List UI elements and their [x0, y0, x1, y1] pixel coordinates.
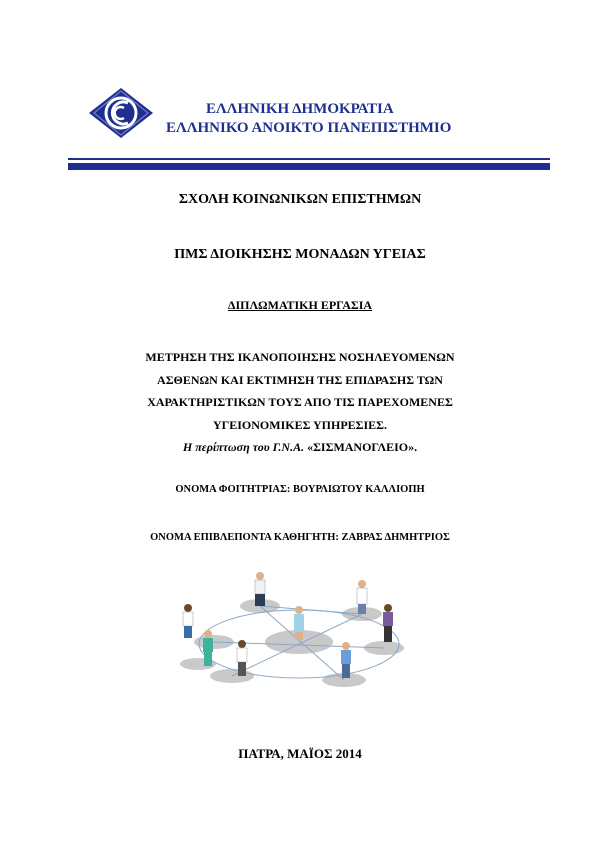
supervisor-name: ΟΝΟΜΑ ΕΠΙΒΛΕΠΟΝΤΑ ΚΑΘΗΓΗΤΗ: ΖΑΒΡΑΣ ΔΗΜΗΤΡΙΟΣ: [150, 532, 450, 543]
student-name: ΟΝΟΜΑ ΦΟΙΤΗΤΡΙΑΣ: ΒΟΥΡΛΙΩΤΟΥ ΚΑΛΛΙΟΠΗ: [175, 484, 425, 495]
header-university: ΕΛΛΗΝΙΚΟ ΑΝΟΙΚΤΟ ΠΑΝΕΠΙΣΤΗΜΙΟ: [166, 120, 452, 136]
header-divider-thick: [68, 163, 550, 170]
case-prefix: Η περίπτωση του Γ.Ν.Α.: [182, 440, 308, 454]
university-seal-icon: [88, 87, 154, 139]
title-line: ΑΣΘΕΝΩΝ ΚΑΙ ΕΚΤΙΜΗΣΗ ΤΗΣ ΕΠΙΔΡΑΣΗΣ ΤΩΝ: [157, 372, 443, 387]
title-line: ΜΕΤΡΗΣΗ ΤΗΣ ΙΚΑΝΟΠΟΙΗΣΗΣ ΝΟΣΗΛΕΥΟΜΕΝΩΝ: [145, 350, 455, 364]
header-republic: ΕΛΛΗΝΙΚΗ ΔΗΜΟΚΡΑΤΙΑ: [206, 101, 394, 117]
case-name: «ΣΙΣΜΑΝΟΓΛΕΙΟ».: [307, 440, 418, 454]
healthcare-network-icon: [174, 564, 424, 692]
header-divider-thin: [68, 158, 550, 160]
title-line: ΧΑΡΑΚΤΗΡΙΣΤΙΚΩΝ ΤΟΥΣ ΑΠΟ ΤΙΣ ΠΑΡΕΧΟΜΕΝΕΣ: [147, 395, 453, 409]
document-type: ΔΙΠΛΩΜΑΤΙΚΗ ΕΡΓΑΣΙΑ: [227, 298, 373, 312]
school-name: ΣΧΟΛΗ ΚΟΙΝΩΝΙΚΩΝ ΕΠΙΣΤΗΜΩΝ: [178, 192, 422, 207]
title-line: ΥΓΕΙΟΝΟΜΙΚΕΣ ΥΠΗΡΕΣΙΕΣ.: [212, 417, 388, 432]
thesis-title: [0, 346, 600, 459]
place-date: ΠΑΤΡΑ, ΜΑΪΟΣ 2014: [238, 746, 362, 761]
case-study-line: [0, 436, 600, 459]
program-name: ΠΜΣ ΔΙΟΙΚΗΣΗΣ ΜΟΝΑΔΩΝ ΥΓΕΙΑΣ: [174, 247, 426, 262]
